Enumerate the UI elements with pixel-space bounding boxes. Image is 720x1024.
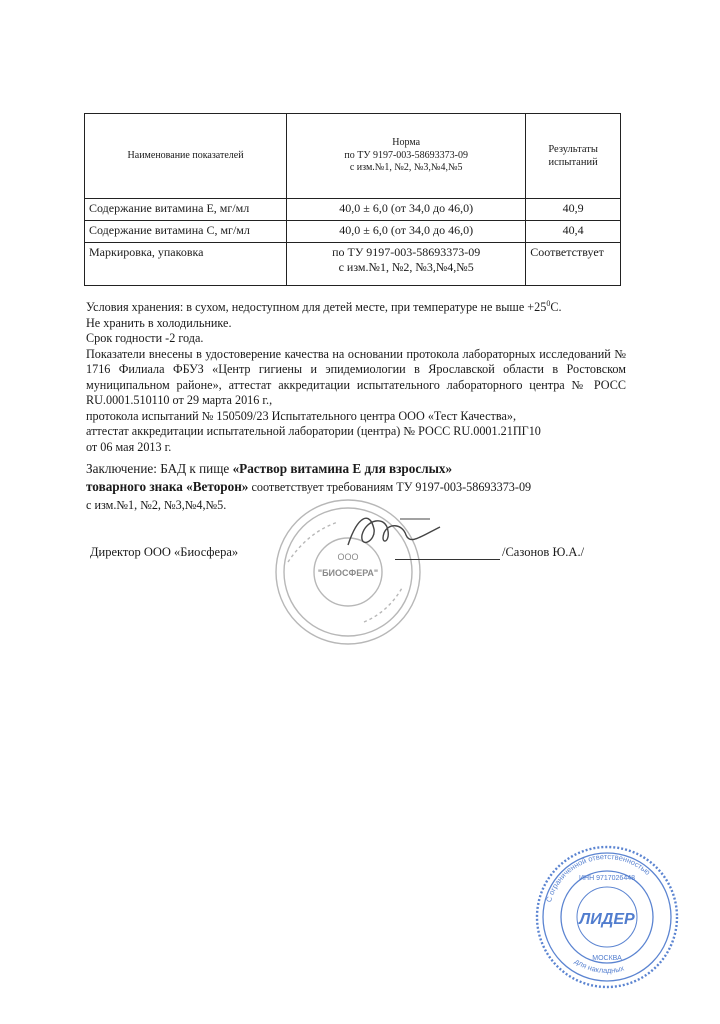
row-name: Содержание витамина Е, мг/мл bbox=[85, 199, 287, 221]
header-norm-l3: с изм.№1, №2, №3,№4,№5 bbox=[349, 162, 463, 174]
storage-text: Условия хранения: в сухом, недоступном для детей месте, при температуре не выше +25 bbox=[86, 300, 547, 315]
lider-stamp-ring-right: для накладных bbox=[572, 956, 625, 976]
header-result-l1: Результаты bbox=[548, 143, 598, 155]
row-norm bbox=[287, 243, 526, 286]
conclusion-prefix: Заключение: БАД к пище bbox=[86, 461, 233, 476]
storage-line bbox=[86, 296, 626, 316]
lider-stamp-inn: ИНН 9717026448 bbox=[578, 875, 636, 882]
header-result bbox=[526, 114, 621, 199]
row-norm-l1: по ТУ 9197-003-58693373-09 bbox=[332, 245, 481, 259]
no-fridge-line: Не хранить в холодильнике. bbox=[86, 315, 232, 330]
basis-paragraph: Показатели внесены в удостоверение качества на основании протокола лабораторных исследований № 1716 Филиала ФБУЗ «Центр гигиены и эпидемиологии в Ярославской области в Ростовском муниципальном районе», аттестат аккредитации испытательного лабораторного центра № РОСС RU.0001.510110 от 29 марта 2016 г., bbox=[86, 346, 626, 408]
row-result: 40,9 bbox=[526, 199, 621, 221]
conclusion-line-3: с изм.№1, №2, №3,№4,№5. bbox=[86, 498, 227, 512]
row-norm: 40,0 ± 6,0 (от 34,0 до 46,0) bbox=[287, 221, 526, 243]
lider-stamp-city: МОСКВА bbox=[592, 955, 622, 962]
table-row bbox=[85, 243, 621, 286]
results-table bbox=[84, 113, 621, 286]
header-norm-l1: Норма bbox=[392, 137, 421, 149]
shelf-life-line: Срок годности -2 года. bbox=[86, 331, 204, 346]
row-result: 40,4 bbox=[526, 221, 621, 243]
lider-stamp-ring-left: С ограниченной ответственностью bbox=[544, 851, 653, 904]
conditions-text bbox=[86, 296, 626, 455]
lider-stamp-name: ЛИДЕР bbox=[579, 911, 635, 928]
signer-name: /Сазонов Ю.А./ bbox=[502, 545, 585, 559]
row-result: Соответствует bbox=[526, 243, 621, 286]
storage-sup: 0 bbox=[546, 299, 551, 308]
accreditation-date-line: от 06 мая 2013 г. bbox=[86, 439, 172, 454]
row-norm: 40,0 ± 6,0 (от 34,0 до 46,0) bbox=[287, 199, 526, 221]
table-row bbox=[85, 221, 621, 243]
biosfera-stamp-text: "БИОСФЕРА" bbox=[317, 568, 379, 578]
header-result-l2: испытаний bbox=[548, 157, 598, 168]
lider-stamp bbox=[532, 842, 682, 992]
header-name-label: Наименование показателей bbox=[127, 149, 244, 161]
conclusion-product: «Раствор витамина Е для взрослых» bbox=[232, 461, 453, 476]
signer-title: Директор ООО «Биосфера» bbox=[90, 545, 239, 559]
header-norm-l2: по ТУ 9197-003-58693373-09 bbox=[344, 149, 468, 161]
row-name: Маркировка, упаковка bbox=[85, 243, 287, 286]
protocol-line: протокола испытаний № 150509/23 Испытательного центра ООО «Тест Качества», bbox=[86, 408, 517, 423]
table-row bbox=[85, 199, 621, 221]
conclusion-line-1 bbox=[86, 460, 646, 478]
biosfera-stamp-top: ООО bbox=[337, 552, 359, 562]
accreditation-line: аттестат аккредитации испытательной лаборатории (центра) № РОСС RU.0001.21ПГ10 bbox=[86, 424, 541, 439]
header-norm bbox=[287, 114, 526, 199]
conclusion-brand: товарного знака «Веторон» bbox=[86, 479, 249, 494]
header-name bbox=[85, 114, 287, 199]
table-header-row bbox=[85, 114, 621, 199]
signature-underline bbox=[395, 559, 500, 560]
row-norm-l2: с изм.№1, №2, №3,№4,№5 bbox=[338, 260, 474, 274]
row-name: Содержание витамина С, мг/мл bbox=[85, 221, 287, 243]
handwritten-signature bbox=[340, 505, 450, 565]
conclusion-suffix: соответствует требованиям ТУ 9197-003-58693373-09 bbox=[248, 480, 532, 494]
storage-end: С. bbox=[550, 300, 562, 315]
